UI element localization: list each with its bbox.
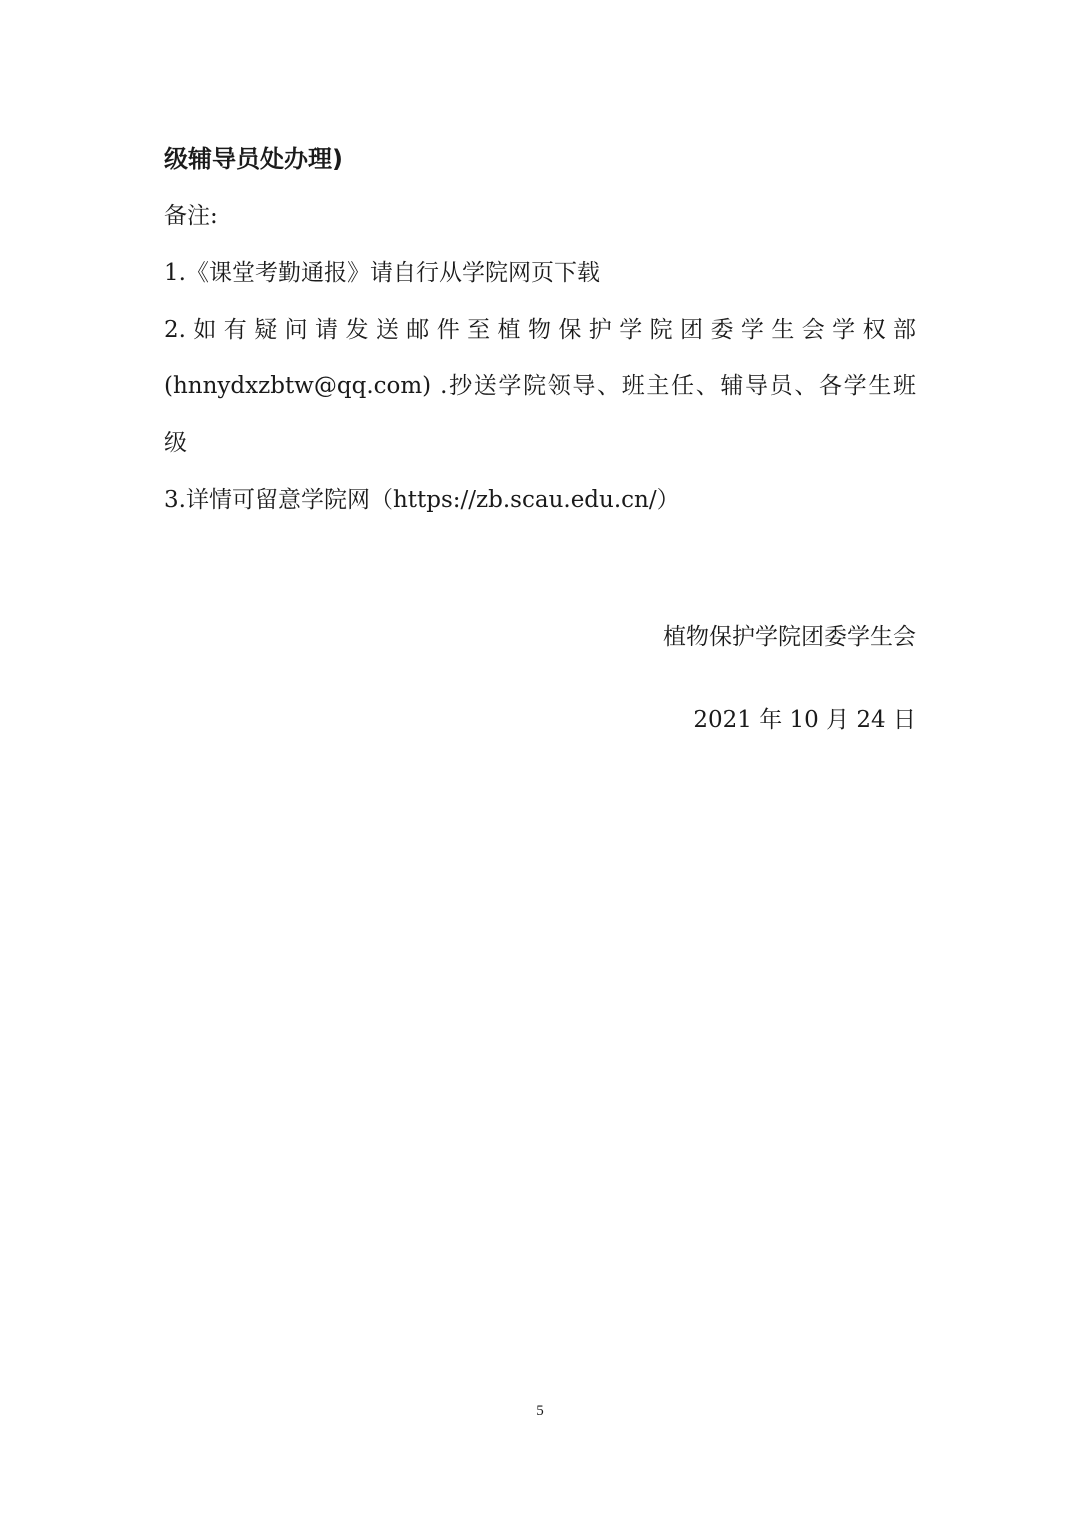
note-2-line-1: 2.如有疑问请发送邮件至植物保护学院团委学生会学权部 <box>164 317 916 343</box>
note-2-line-2: (hnnydxzbtw@qq.com) .抄送学院领导、班主任、辅导员、各学生班 <box>164 373 916 399</box>
note-3: 3.详情可留意学院网（https://zb.scau.edu.cn/） <box>164 487 680 513</box>
signature-organization: 植物保护学院团委学生会 <box>663 624 916 650</box>
heading-fragment: 级辅导员处办理) <box>164 145 343 173</box>
note-2-line-3: 级 <box>164 430 187 456</box>
page-number: 5 <box>536 1403 544 1419</box>
signature-date: 2021 年 10 月 24 日 <box>693 707 916 733</box>
notes-label: 备注: <box>164 203 218 229</box>
note-1: 1.《课堂考勤通报》请自行从学院网页下载 <box>164 260 600 286</box>
